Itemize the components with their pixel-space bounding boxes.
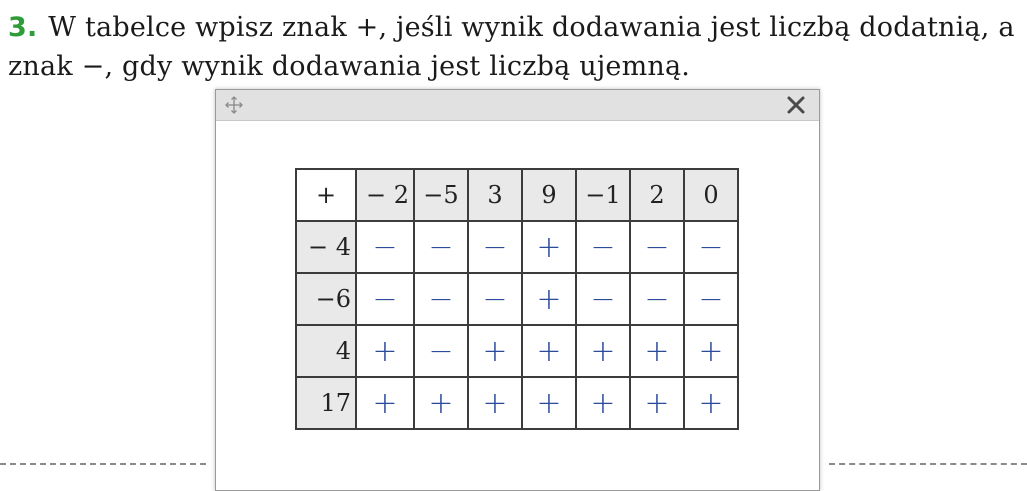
sign-cell: + [522,221,576,273]
column-header: −5 [414,169,468,221]
sign-cell: + [468,377,522,429]
sign-cell: − [576,221,630,273]
image-popup [215,89,820,491]
task-text: W tabelce wpisz znak +, jeśli wynik dodawania jest liczbą dodatnią, a znak −, gdy wynik dodawania jest liczbą ujemną. [8,12,1015,82]
column-header: − 2 [356,169,414,221]
dashed-divider-right [829,463,1027,465]
dashed-divider-left [0,463,206,465]
task-number: 3. [8,12,38,43]
row-header: 4 [296,325,356,377]
close-icon[interactable] [783,92,809,118]
sign-cell: + [684,377,738,429]
row-header: 17 [296,377,356,429]
sign-cell: + [522,325,576,377]
column-header: 9 [522,169,576,221]
sign-cell: + [522,377,576,429]
sign-cell: − [630,273,684,325]
row-header: − 4 [296,221,356,273]
sign-cell: − [414,221,468,273]
sign-cell: + [414,377,468,429]
sign-cell: − [468,273,522,325]
sign-cell: + [356,377,414,429]
table-header-row [296,169,738,221]
column-header: 2 [630,169,684,221]
popup-title-bar[interactable] [216,90,819,121]
table-row [296,377,738,429]
column-header: −1 [576,169,630,221]
sign-cell: − [468,221,522,273]
table-row [296,325,738,377]
sign-cell: − [414,273,468,325]
sign-cell: + [356,325,414,377]
table-row [296,221,738,273]
column-header: 0 [684,169,738,221]
sign-cell: − [356,273,414,325]
sign-cell: − [684,273,738,325]
sign-cell: − [576,273,630,325]
sign-cell: − [356,221,414,273]
sign-cell: − [414,325,468,377]
move-icon[interactable] [224,95,244,115]
sign-cell: − [684,221,738,273]
operator-cell: + [296,169,356,221]
sign-table [295,168,739,430]
row-header: −6 [296,273,356,325]
task-instruction [8,8,1018,86]
sign-cell: + [630,377,684,429]
table-row [296,273,738,325]
sign-cell: + [468,325,522,377]
sign-cell: + [522,273,576,325]
sign-cell: + [576,377,630,429]
sign-cell: + [630,325,684,377]
sign-cell: − [630,221,684,273]
column-header: 3 [468,169,522,221]
sign-cell: + [576,325,630,377]
sign-cell: + [684,325,738,377]
